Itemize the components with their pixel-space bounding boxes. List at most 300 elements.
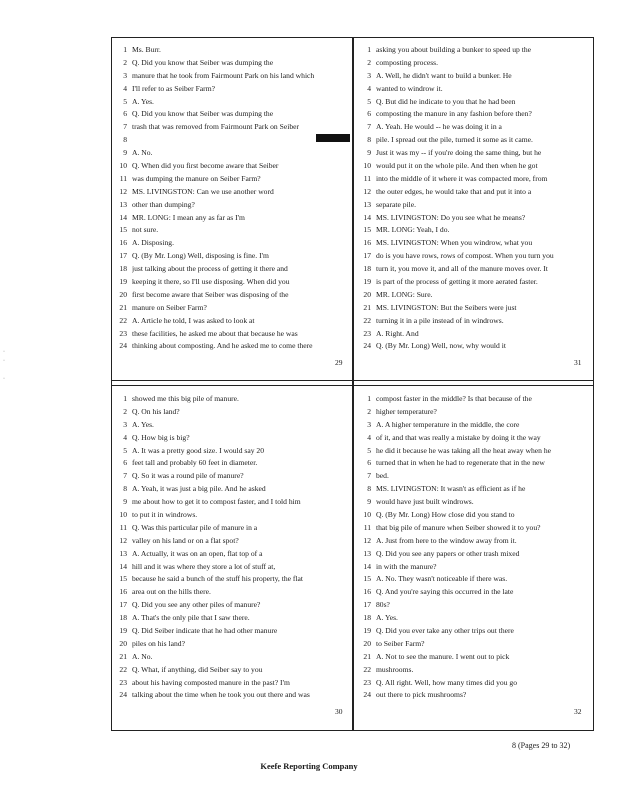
line-number: 16 [119, 587, 127, 597]
line-text: Q. How big is big? [132, 432, 190, 442]
line-number: 19 [363, 626, 371, 636]
line-number: 7 [123, 122, 127, 132]
transcript-line [114, 483, 350, 496]
transcript-line [358, 561, 594, 574]
line-number: 13 [363, 548, 371, 558]
margin-marks: · · · [3, 349, 5, 382]
transcript-line [114, 496, 350, 509]
transcript-line [358, 160, 594, 173]
page-number: 31 [574, 358, 582, 367]
line-number: 4 [367, 83, 371, 93]
line-text: manure that he took from Fairmount Park on his land which [132, 70, 315, 80]
transcript-line [358, 432, 594, 445]
line-number: 8 [367, 135, 371, 145]
line-number: 1 [367, 394, 371, 403]
line-number: 14 [119, 212, 127, 222]
transcript-line [358, 276, 594, 289]
line-number: 23 [363, 677, 371, 687]
line-number: 22 [363, 315, 371, 325]
transcript-line [358, 263, 594, 276]
line-number: 10 [119, 161, 127, 171]
line-text: MS. LIVINGSTON: It wasn't as efficient as if he [376, 484, 526, 494]
line-number: 3 [123, 419, 127, 429]
line-text: Q. (By Mr. Long) How close did you stand to [376, 510, 515, 520]
transcript-page-32 [358, 393, 594, 702]
line-text: A. A higher temperature in the middle, the core [376, 419, 520, 429]
line-number: 11 [363, 173, 371, 183]
transcript-line [358, 573, 594, 586]
line-text: turn it, you move it, and all of the manure moves over. It [376, 264, 548, 274]
transcript-line [358, 173, 594, 186]
transcript-line [358, 419, 594, 432]
transcript-line [114, 121, 350, 134]
line-number: 13 [363, 199, 371, 209]
line-text: feet tall and probably 60 feet in diameter. [132, 458, 258, 468]
line-number: 11 [363, 522, 371, 532]
transcript-line [114, 70, 350, 83]
transcript-line [358, 96, 594, 109]
line-number: 19 [119, 277, 127, 287]
line-text: higher temperature? [376, 406, 437, 416]
line-number: 20 [119, 638, 127, 648]
line-text: compost faster in the middle? Is that because of the [376, 394, 532, 403]
line-text: A. Disposing. [132, 238, 174, 248]
line-text: Q. (By Mr. Long) Well, disposing is fine. I'm [132, 251, 269, 261]
transcript-line [358, 83, 594, 96]
transcript-line [358, 212, 594, 225]
line-text: into the middle of it where it was compacted more, from [376, 173, 548, 183]
line-text: Q. And you're saying this occurred in the late [376, 587, 514, 597]
line-text: Q. Was this particular pile of manure in a [132, 522, 258, 532]
transcript-line [114, 419, 350, 432]
line-number: 5 [367, 96, 371, 106]
line-number: 20 [363, 289, 371, 299]
transcript-line [114, 470, 350, 483]
line-text: is part of the process of getting it more aerated faster. [376, 277, 538, 287]
line-number: 17 [363, 251, 371, 261]
line-text: composting the manure in any fashion before then? [376, 109, 532, 119]
transcript-line [358, 483, 594, 496]
line-number: 10 [363, 161, 371, 171]
line-number: 24 [363, 690, 371, 700]
line-number: 3 [367, 419, 371, 429]
transcript-line [358, 406, 594, 419]
line-number: 19 [119, 626, 127, 636]
line-text: asking you about building a bunker to speed up the [376, 45, 532, 54]
line-number: 8 [367, 484, 371, 494]
line-number: 20 [119, 289, 127, 299]
line-number: 19 [363, 277, 371, 287]
transcript-line [358, 134, 594, 147]
transcript-line [358, 186, 594, 199]
line-text: other than dumping? [132, 199, 195, 209]
page-number: 30 [335, 707, 343, 716]
line-text: MR. LONG: I mean any as far as I'm [132, 212, 245, 222]
line-number: 23 [363, 328, 371, 338]
line-number: 15 [119, 574, 127, 584]
row-divider [112, 380, 593, 386]
line-text: A. Yes. [132, 419, 154, 429]
transcript-line [114, 561, 350, 574]
line-text: A. It was a pretty good size. I would say 20 [132, 445, 265, 455]
line-text: A. Right. And [376, 328, 419, 338]
transcript-line [114, 134, 350, 147]
transcript-line [114, 535, 350, 548]
line-number: 6 [367, 109, 371, 119]
line-text: he did it because he was taking all the heat away when he [376, 445, 552, 455]
transcript-line [114, 276, 350, 289]
line-text: I'll refer to as Seiber Farm? [132, 83, 215, 93]
transcript-line [114, 96, 350, 109]
line-text: A. Yes. [132, 96, 154, 106]
line-number: 2 [123, 406, 127, 416]
line-number: 21 [119, 302, 127, 312]
line-text: keeping it there, so I'll use disposing. When did you [132, 277, 290, 287]
line-number: 20 [363, 638, 371, 648]
transcript-line [358, 199, 594, 212]
transcript-line [358, 586, 594, 599]
line-text: would put it on the whole pile. And then when he got [376, 161, 538, 171]
line-text: wanted to windrow it. [376, 83, 443, 93]
line-number: 12 [119, 186, 127, 196]
transcript-line [114, 186, 350, 199]
line-number: 2 [367, 57, 371, 67]
line-number: 6 [367, 458, 371, 468]
transcript-line [114, 445, 350, 458]
line-text: Q. But did he indicate to you that he had been [376, 96, 516, 106]
line-text: composting process. [376, 57, 439, 67]
line-text: Ms. Burr. [132, 45, 161, 54]
transcript-line [358, 250, 594, 263]
line-text: separate pile. [376, 199, 417, 209]
line-text: showed me this big pile of manure. [132, 394, 239, 403]
line-number: 18 [363, 613, 371, 623]
line-text: MS. LIVINGSTON: Can we use another word [132, 186, 274, 196]
transcript-line [114, 340, 350, 353]
transcript-line [114, 689, 350, 702]
line-number: 18 [119, 264, 127, 274]
line-number: 8 [123, 135, 127, 145]
line-text: not sure. [132, 225, 159, 235]
line-text: was dumping the manure on Seiber Farm? [132, 173, 261, 183]
transcript-line [358, 147, 594, 160]
line-number: 5 [367, 445, 371, 455]
transcript-line [358, 328, 594, 341]
transcript-line [114, 199, 350, 212]
transcript-line [114, 651, 350, 664]
line-text: bed. [376, 471, 389, 481]
line-text: MS. LIVINGSTON: But the Seibers were just [376, 302, 517, 312]
line-number: 12 [119, 535, 127, 545]
transcript-line [114, 677, 350, 690]
line-text: of it, and that was really a mistake by doing it the way [376, 432, 541, 442]
transcript-line [358, 340, 594, 353]
line-number: 9 [123, 497, 127, 507]
line-text: Q. On his land? [132, 406, 180, 416]
line-number: 16 [363, 238, 371, 248]
line-text: Q. Did you see any other piles of manure? [132, 600, 261, 610]
line-number: 23 [119, 328, 127, 338]
line-number: 1 [367, 45, 371, 54]
line-text: A. Yeah, it was just a big pile. And he asked [132, 484, 266, 494]
line-number: 14 [363, 212, 371, 222]
line-text: A. Well, he didn't want to build a bunker. He [376, 70, 512, 80]
line-text: me about how to get it to compost faster, and I told him [132, 497, 301, 507]
line-text: mushrooms. [376, 664, 414, 674]
line-text: A. Not to see the manure. I went out to pick [376, 651, 510, 661]
transcript-line [358, 664, 594, 677]
transcript-page-29 [114, 44, 350, 353]
line-number: 15 [363, 225, 371, 235]
transcript-line [358, 44, 594, 57]
transcript-line [358, 496, 594, 509]
line-text: MS. LIVINGSTON: When you windrow, what you [376, 238, 533, 248]
transcript-line [358, 70, 594, 83]
line-text: A. Just from here to the window away from it. [376, 535, 517, 545]
transcript-line [114, 522, 350, 535]
transcript-line [358, 289, 594, 302]
transcript-line [358, 121, 594, 134]
transcript-line [114, 160, 350, 173]
transcript-line [358, 57, 594, 70]
line-number: 5 [123, 445, 127, 455]
line-number: 9 [123, 148, 127, 158]
line-number: 4 [123, 83, 127, 93]
transcript-line [114, 393, 350, 406]
transcript-line [358, 625, 594, 638]
transcript-line [358, 535, 594, 548]
transcript-line [358, 651, 594, 664]
line-number: 1 [123, 45, 127, 54]
transcript-line [114, 573, 350, 586]
line-number: 2 [123, 57, 127, 67]
line-number: 5 [123, 96, 127, 106]
line-number: 3 [123, 70, 127, 80]
line-number: 2 [367, 406, 371, 416]
transcript-line [114, 599, 350, 612]
line-number: 14 [363, 561, 371, 571]
line-text: just talking about the process of getting it there and [132, 264, 288, 274]
line-text: Q. (By Mr. Long) Well, now, why would it [376, 341, 506, 351]
line-text: Q. Did you ever take any other trips out there [376, 626, 514, 636]
line-text: Q. Did Seiber indicate that he had other manure [132, 626, 278, 636]
line-number: 14 [119, 561, 127, 571]
transcript-line [114, 302, 350, 315]
line-number: 18 [119, 613, 127, 623]
transcript-line [114, 224, 350, 237]
transcript-line [114, 315, 350, 328]
line-text: trash that was removed from Fairmount Park on Seiber [132, 122, 300, 132]
line-text: pile. I spread out the pile, turned it some as it came. [376, 135, 533, 145]
line-number: 21 [119, 651, 127, 661]
transcript-line [358, 612, 594, 625]
transcript-line [358, 509, 594, 522]
line-number: 24 [363, 341, 371, 351]
line-number: 24 [119, 690, 127, 700]
transcript-line [114, 289, 350, 302]
line-text: about his having composted manure in the past? I'm [132, 677, 290, 687]
footer-page-range: 8 (Pages 29 to 32) [512, 741, 571, 750]
transcript-line [358, 224, 594, 237]
line-number: 3 [367, 70, 371, 80]
line-number: 12 [363, 186, 371, 196]
line-text: hill and it was where they store a lot of stuff at, [132, 561, 276, 571]
transcript-line [114, 250, 350, 263]
line-text: Q. Did you know that Seiber was dumping the [132, 109, 274, 119]
line-text: Q. So it was a round pile of manure? [132, 471, 244, 481]
line-number: 17 [363, 600, 371, 610]
line-text: to Seiber Farm? [376, 638, 425, 648]
line-number: 16 [363, 587, 371, 597]
line-text [132, 134, 316, 147]
line-text: Q. What, if anything, did Seiber say to you [132, 664, 263, 674]
line-text: piles on his land? [132, 638, 185, 648]
page-number: 29 [335, 358, 343, 367]
line-text: A. Yes. [376, 613, 398, 623]
transcript-page-31 [358, 44, 594, 353]
transcript-line [114, 638, 350, 651]
line-text: A. Article he told, I was asked to look at [132, 315, 255, 325]
transcript-line [114, 612, 350, 625]
transcript-line [114, 83, 350, 96]
transcript-line [114, 57, 350, 70]
transcript-line [114, 548, 350, 561]
redaction-block [316, 134, 350, 142]
transcript-line [358, 470, 594, 483]
transcript-line [114, 586, 350, 599]
transcript-line [114, 212, 350, 225]
transcript-page-30 [114, 393, 350, 702]
transcript-line [114, 108, 350, 121]
line-text: A. No. [132, 651, 153, 661]
line-number: 9 [367, 497, 371, 507]
line-number: 21 [363, 302, 371, 312]
transcript-line [358, 315, 594, 328]
line-number: 18 [363, 264, 371, 274]
line-text: because he said a bunch of the stuff his property, the flat [132, 574, 304, 584]
line-text: first become aware that Seiber was disposing of the [132, 289, 289, 299]
line-text: A. Actually, it was on an open, flat top of a [132, 548, 263, 558]
transcript-line [114, 44, 350, 57]
line-text: talking about the time when he took you out there and was [132, 690, 310, 700]
transcript-grid [111, 37, 594, 731]
line-text: MR. LONG: Yeah, I do. [376, 225, 450, 235]
line-text: that big pile of manure when Seiber showed it to you? [376, 522, 541, 532]
line-number: 13 [119, 548, 127, 558]
line-number: 4 [367, 432, 371, 442]
transcript-line [114, 237, 350, 250]
line-text: 80s? [376, 600, 390, 610]
line-number: 8 [123, 484, 127, 494]
line-text: A. That's the only pile that I saw there. [132, 613, 250, 623]
line-number: 17 [119, 251, 127, 261]
transcript-line [114, 328, 350, 341]
line-number: 10 [363, 510, 371, 520]
line-number: 23 [119, 677, 127, 687]
transcript-line [114, 263, 350, 276]
line-text: to put it in windrows. [132, 510, 198, 520]
transcript-line [114, 406, 350, 419]
line-number: 17 [119, 600, 127, 610]
line-number: 15 [363, 574, 371, 584]
transcript-line [358, 237, 594, 250]
line-number: 22 [119, 664, 127, 674]
transcript-line [114, 173, 350, 186]
transcript-line [358, 638, 594, 651]
transcript-line [358, 599, 594, 612]
transcript-line [358, 445, 594, 458]
line-number: 1 [123, 394, 127, 403]
line-number: 6 [123, 109, 127, 119]
line-number: 9 [367, 148, 371, 158]
line-text: turned that in when he had to regenerate that in the new [376, 458, 545, 468]
transcript-line [114, 432, 350, 445]
line-number: 11 [119, 522, 127, 532]
line-number: 13 [119, 199, 127, 209]
footer-company: Keefe Reporting Company [260, 761, 358, 771]
line-text: A. Yeah. He would -- he was doing it in a [376, 122, 502, 132]
line-text: A. No. They wasn't noticeable if there was. [376, 574, 508, 584]
line-text: the outer edges, he would take that and put it into a [376, 186, 532, 196]
transcript-line [358, 457, 594, 470]
line-number: 4 [123, 432, 127, 442]
line-text: valley on his land or on a flat spot? [132, 535, 239, 545]
line-number: 22 [119, 315, 127, 325]
transcript-line [358, 677, 594, 690]
line-text: Q. Did you see any papers or other trash mixed [376, 548, 520, 558]
line-number: 16 [119, 238, 127, 248]
line-number: 7 [367, 122, 371, 132]
transcript-line [114, 509, 350, 522]
line-number: 12 [363, 535, 371, 545]
line-number: 15 [119, 225, 127, 235]
line-text: area out on the hills there. [132, 587, 211, 597]
transcript-line [358, 522, 594, 535]
line-text: would have just built windrows. [376, 497, 474, 507]
line-text: Just it was my -- if you're doing the same thing, but he [376, 148, 542, 158]
line-text: MR. LONG: Sure. [376, 289, 433, 299]
line-text: MS. LIVINGSTON: Do you see what he means? [376, 212, 526, 222]
line-number: 22 [363, 664, 371, 674]
line-number: 11 [119, 173, 127, 183]
line-text: Q. When did you first become aware that Seiber [132, 161, 279, 171]
line-number: 24 [119, 341, 127, 351]
line-text: Q. All right. Well, how many times did you go [376, 677, 517, 687]
line-text: these facilities, he asked me about that because he was [132, 328, 298, 338]
transcript-line [358, 548, 594, 561]
line-text: Q. Did you know that Seiber was dumping the [132, 57, 274, 67]
line-text: turning it in a pile instead of in windrows. [376, 315, 504, 325]
transcript-line [358, 393, 594, 406]
transcript-line [358, 108, 594, 121]
transcript-line [114, 664, 350, 677]
line-text: manure on Seiber Farm? [132, 302, 207, 312]
transcript-line [114, 625, 350, 638]
transcript-line [358, 302, 594, 315]
line-text: in with the manure? [376, 561, 437, 571]
page-number: 32 [574, 707, 582, 716]
line-text: A. No. [132, 148, 153, 158]
line-text: thinking about composting. And he asked me to come there [132, 341, 313, 351]
line-text: do is you have rows, rows of compost. When you turn you [376, 251, 554, 261]
line-number: 7 [123, 471, 127, 481]
transcript-line [114, 147, 350, 160]
line-number: 7 [367, 471, 371, 481]
transcript-line [114, 457, 350, 470]
line-number: 10 [119, 510, 127, 520]
line-number: 6 [123, 458, 127, 468]
line-number: 21 [363, 651, 371, 661]
